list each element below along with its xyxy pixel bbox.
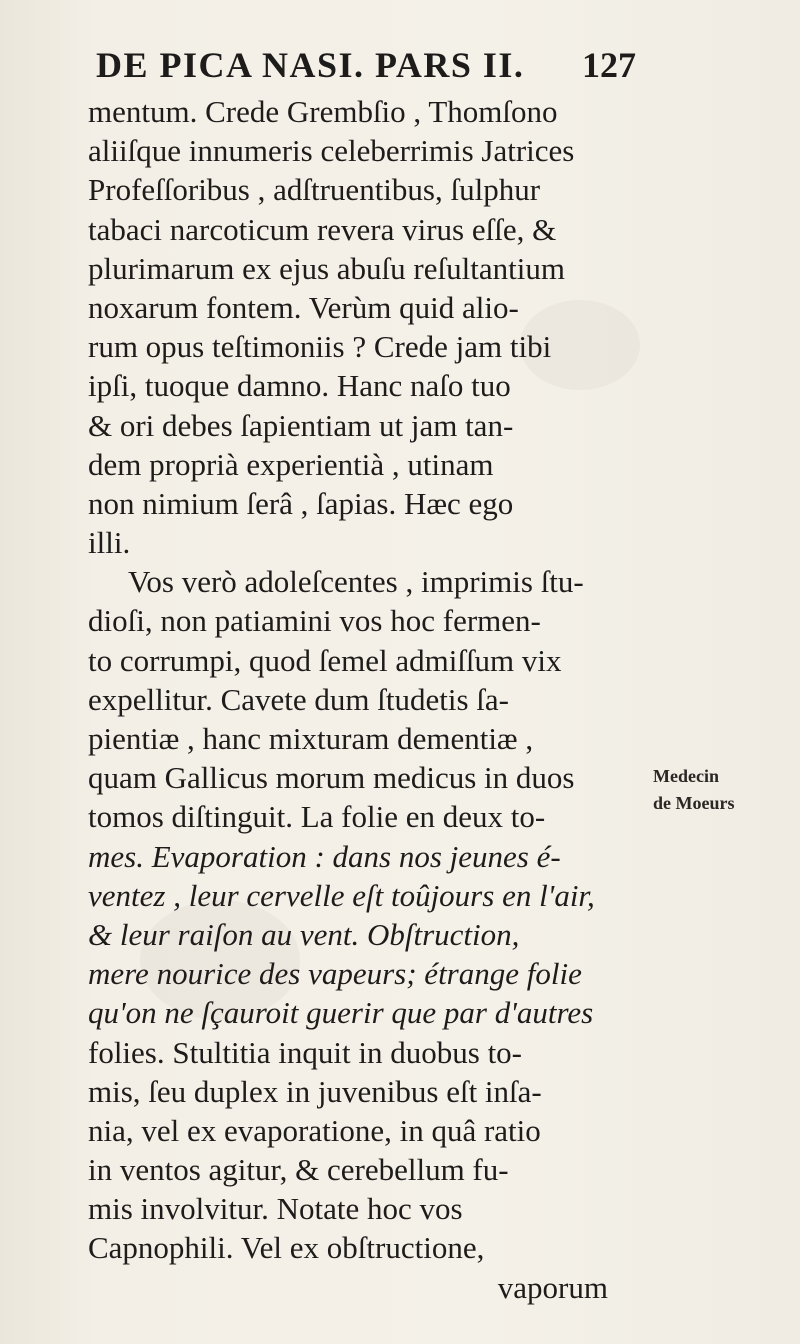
text-line: in ventos agitur, & cerebellum fu-: [88, 1152, 509, 1188]
french-quote-line: ventez , leur cervelle eſt toûjours en l'air,: [88, 877, 595, 913]
french-quote-line: & leur raiſon au vent. Obſtruction,: [88, 916, 520, 952]
text-line: tomos diſtinguit. La folie en deux to-: [88, 799, 546, 835]
margin-note: de Moeurs: [653, 793, 735, 813]
text-line: nia, vel ex evaporatione, in quâ ratio: [88, 1112, 541, 1148]
text-line: non nimium ſerâ , ſapias. Hæc ego: [88, 485, 514, 521]
text-line: mis, ſeu duplex in juvenibus eſt inſa-: [88, 1073, 542, 1109]
text-line: mentum. Crede Grembſio , Thomſono: [88, 94, 558, 129]
text-line: pientiæ , hanc mixturam dementiæ ,: [88, 721, 534, 756]
text-line: tabaci narcoticum revera virus eſſe, &: [88, 211, 557, 247]
text-line: Profeſſoribus , adſtruentibus, ſulphur: [88, 172, 541, 208]
text-line: aliiſque innumeris celeberrimis Jatrices: [88, 133, 575, 169]
text-line: plurimarum ex ejus abuſu reſultantium: [88, 250, 565, 286]
body-text: [88, 92, 648, 1307]
running-head: [96, 44, 636, 92]
margin-note: Medecin: [653, 766, 719, 786]
text-line: Capnophili. Vel ex obſtructione,: [88, 1230, 485, 1266]
paragraph-start-line: Vos verò adoleſcentes , imprimis ſtu-: [128, 564, 584, 600]
text-line: dem proprià experientià , utinam: [88, 446, 494, 482]
text-line: ipſi, tuoque damno. Hanc naſo tuo: [88, 368, 511, 404]
text-line: rum opus teſtimoniis ? Crede jam tibi: [88, 329, 552, 365]
text-line: quam Gallicus morum medicus in duos: [88, 760, 575, 796]
text-line: illi.: [88, 525, 131, 561]
french-quote-line: mes. Evaporation : dans nos jeunes é-: [88, 838, 561, 874]
page-number: 127: [582, 45, 636, 85]
text-line: dioſi, non patiamini vos hoc fermen-: [88, 603, 541, 639]
catchword-line: vaporum: [497, 1269, 608, 1305]
running-title: DE PICA NASI. PARS II.: [96, 45, 525, 85]
text-line: expellitur. Cavete dum ſtudetis ſa-: [88, 681, 509, 717]
text-line: mis involvitur. Notate hoc vos: [88, 1191, 463, 1227]
text-line: noxarum fontem. Verùm quid alio-: [88, 289, 519, 325]
text-line: to corrumpi, quod ſemel admiſſum vix: [88, 642, 562, 678]
text-line: & ori debes ſapientiam ut jam tan-: [88, 407, 514, 443]
text-line: folies. Stultitia inquit in duobus to-: [88, 1034, 522, 1070]
french-quote-line: mere nourice des vapeurs; étrange folie: [88, 956, 582, 992]
french-quote-line: qu'on ne ſçauroit guerir que par d'autres: [88, 995, 594, 1031]
